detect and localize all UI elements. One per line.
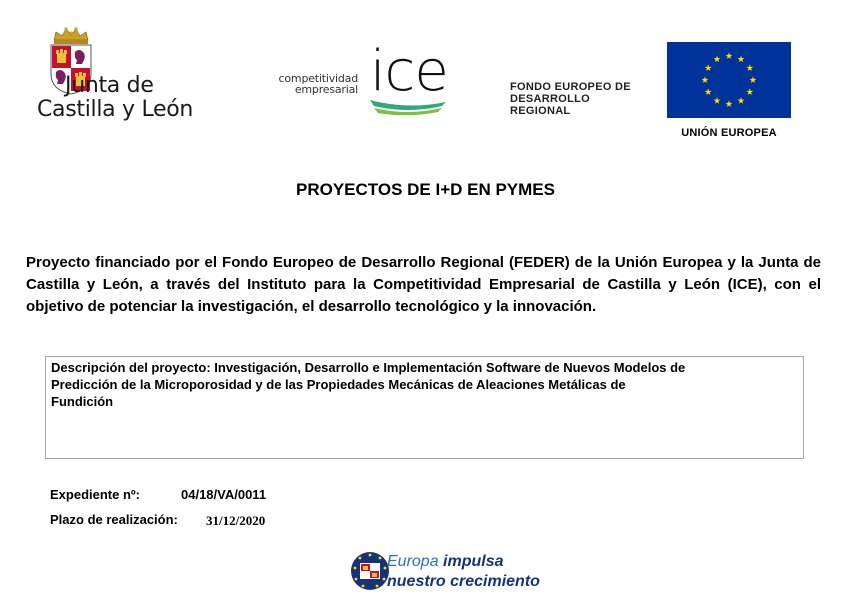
nuestro-crecimiento: nuestro crecimiento — [387, 573, 540, 590]
description-line3: Fundición — [51, 394, 114, 409]
jcyl-logo-text — [37, 74, 193, 122]
ice-swoosh-icon — [368, 96, 450, 118]
page-title: PROYECTOS DE I+D EN PYMES — [295, 180, 555, 199]
plazo-label: Plazo de realización: — [50, 512, 178, 527]
intro-paragraph: Proyecto financiado por el Fondo Europeo de Desarrollo Regional (FEDER) de la Unión Europea y la Junta de Castilla y León, a través del Instituto para la Competitividad Empresarial de Castilla y León (ICE), con el objetivo de potenciar la investigación, el desarrollo tecnológico y la innovación. — [26, 254, 821, 315]
eu-flag-icon — [667, 42, 791, 118]
feder-text — [510, 81, 631, 117]
description-line1: Descripción del proyecto: Investigación, Desarrollo e Implementación Software de Nuevos Modelos de — [51, 360, 686, 375]
eu-label: UNIÓN EUROPEA — [681, 127, 777, 139]
ice-tagline-line2: empresarial — [294, 83, 358, 96]
description-text — [51, 359, 799, 410]
feder-line1: FONDO EUROPEO DE — [510, 81, 631, 93]
description-box — [45, 356, 804, 459]
ice-logo-wordmark: ice — [370, 39, 448, 104]
ice-logo-tagline — [267, 73, 358, 95]
feder-line3: REGIONAL — [510, 105, 571, 117]
expediente-label: Expediente nº: — [50, 487, 140, 502]
jcyl-logo-line2: Castilla y León — [37, 97, 194, 122]
feder-line2: DESARROLLO — [510, 93, 590, 105]
expediente-value: 04/18/VA/0011 — [181, 487, 267, 502]
jcyl-logo-line1: Junta de — [65, 73, 154, 98]
europa-impulsa-text — [387, 552, 540, 592]
plazo-value: 31/12/2020 — [206, 513, 266, 528]
ice-tagline-line1: competitividad — [278, 72, 358, 85]
description-line2: Predicción de la Microporosidad y de las Propiedades Mecánicas de Aleaciones Metálicas de — [51, 377, 626, 392]
europa-word: Europa — [387, 553, 439, 570]
impulsa-word: impulsa — [443, 553, 504, 570]
europa-impulsa-emblem-icon — [350, 548, 390, 594]
